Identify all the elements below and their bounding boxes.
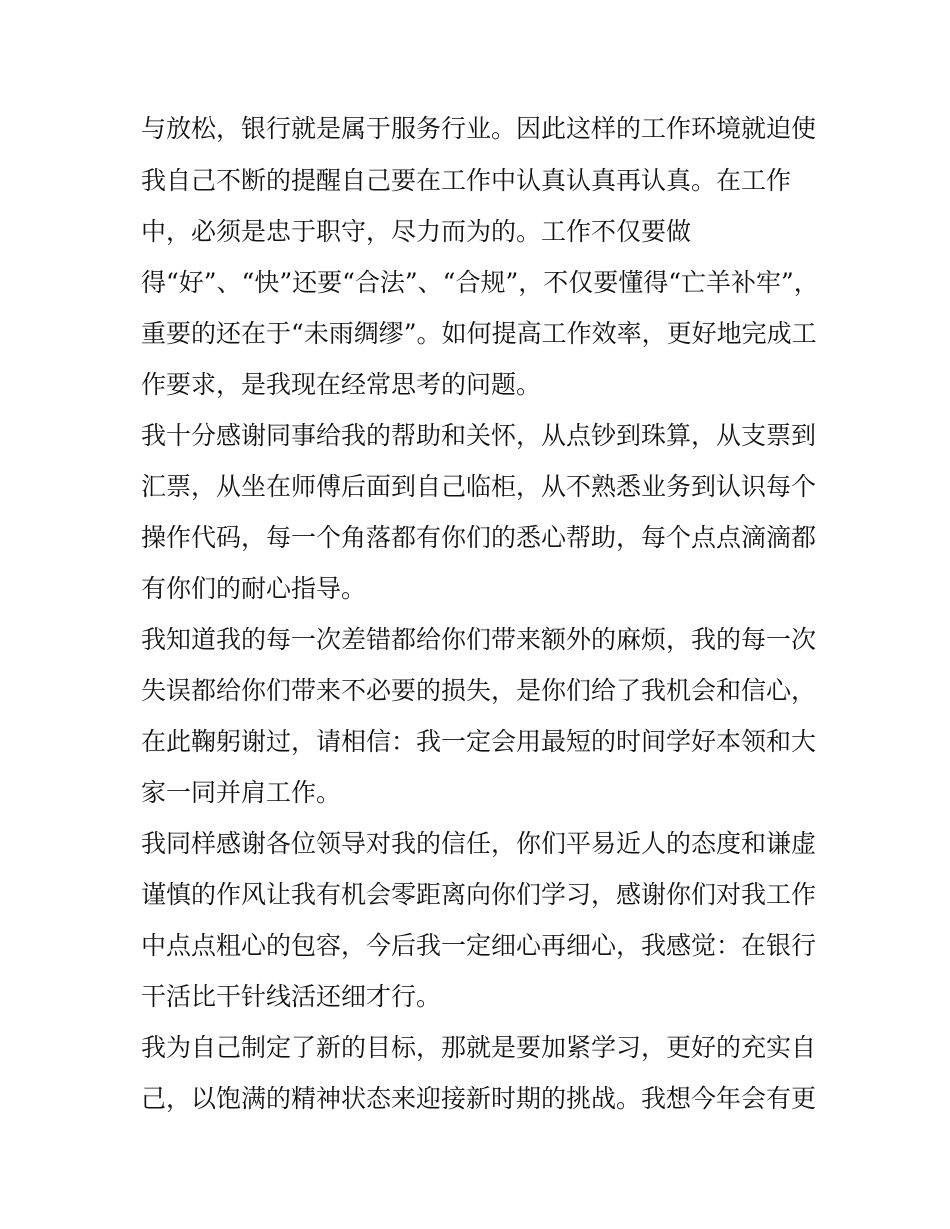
- text-line-19: 我为自己制定了新的目标，那就是要加紧学习，更好的充实自: [141, 1033, 817, 1062]
- text-line-6: 作要求，是我现在经常思考的问题。: [141, 370, 542, 399]
- text-line-3: 中，必须是忠于职守，尽力而为的。工作不仅要做: [141, 217, 692, 246]
- text-line-10: 有你们的耐心指导。: [141, 574, 367, 603]
- text-line-7: 我十分感谢同事给我的帮助和关怀，从点钞到珠算，从支票到: [141, 421, 817, 450]
- text-line-16: 谨慎的作风让我有机会零距离向你们学习，感谢你们对我工作: [141, 880, 817, 909]
- text-line-4: 得“好”、“快”还要“合法”、“合规”，不仅要懂得“亡羊补牢”，: [141, 268, 819, 297]
- text-line-11: 我知道我的每一次差错都给你们带来额外的麻烦，我的每一次: [141, 625, 817, 654]
- text-line-18: 干活比干针线活还细才行。: [141, 982, 442, 1011]
- text-line-9: 操作代码，每一个角落都有你们的悉心帮助，每个点点滴滴都: [141, 523, 817, 552]
- text-line-2: 我自己不断的提醒自己要在工作中认真认真再认真。在工作: [141, 166, 792, 195]
- text-line-1: 与放松，银行就是属于服务行业。因此这样的工作环境就迫使: [141, 114, 817, 143]
- text-line-15: 我同样感谢各位领导对我的信任，你们平易近人的态度和谦虚: [141, 829, 817, 858]
- text-line-8: 汇票，从坐在师傅后面到自己临柜，从不熟悉业务到认识每个: [141, 472, 817, 501]
- text-line-20: 己，以饱满的精神状态来迎接新时期的挑战。我想今年会有更: [141, 1084, 817, 1113]
- text-line-12: 失误都给你们带来不必要的损失，是你们给了我机会和信心，: [141, 676, 817, 705]
- text-line-14: 家一同并肩工作。: [141, 778, 342, 807]
- text-line-5: 重要的还在于“未雨绸缪”。如何提高工作效率，更好地完成工: [141, 319, 817, 348]
- text-line-17: 中点点粗心的包容，今后我一定细心再细心，我感觉：在银行: [141, 931, 817, 960]
- text-line-13: 在此鞠躬谢过，请相信：我一定会用最短的时间学好本领和大: [141, 727, 817, 756]
